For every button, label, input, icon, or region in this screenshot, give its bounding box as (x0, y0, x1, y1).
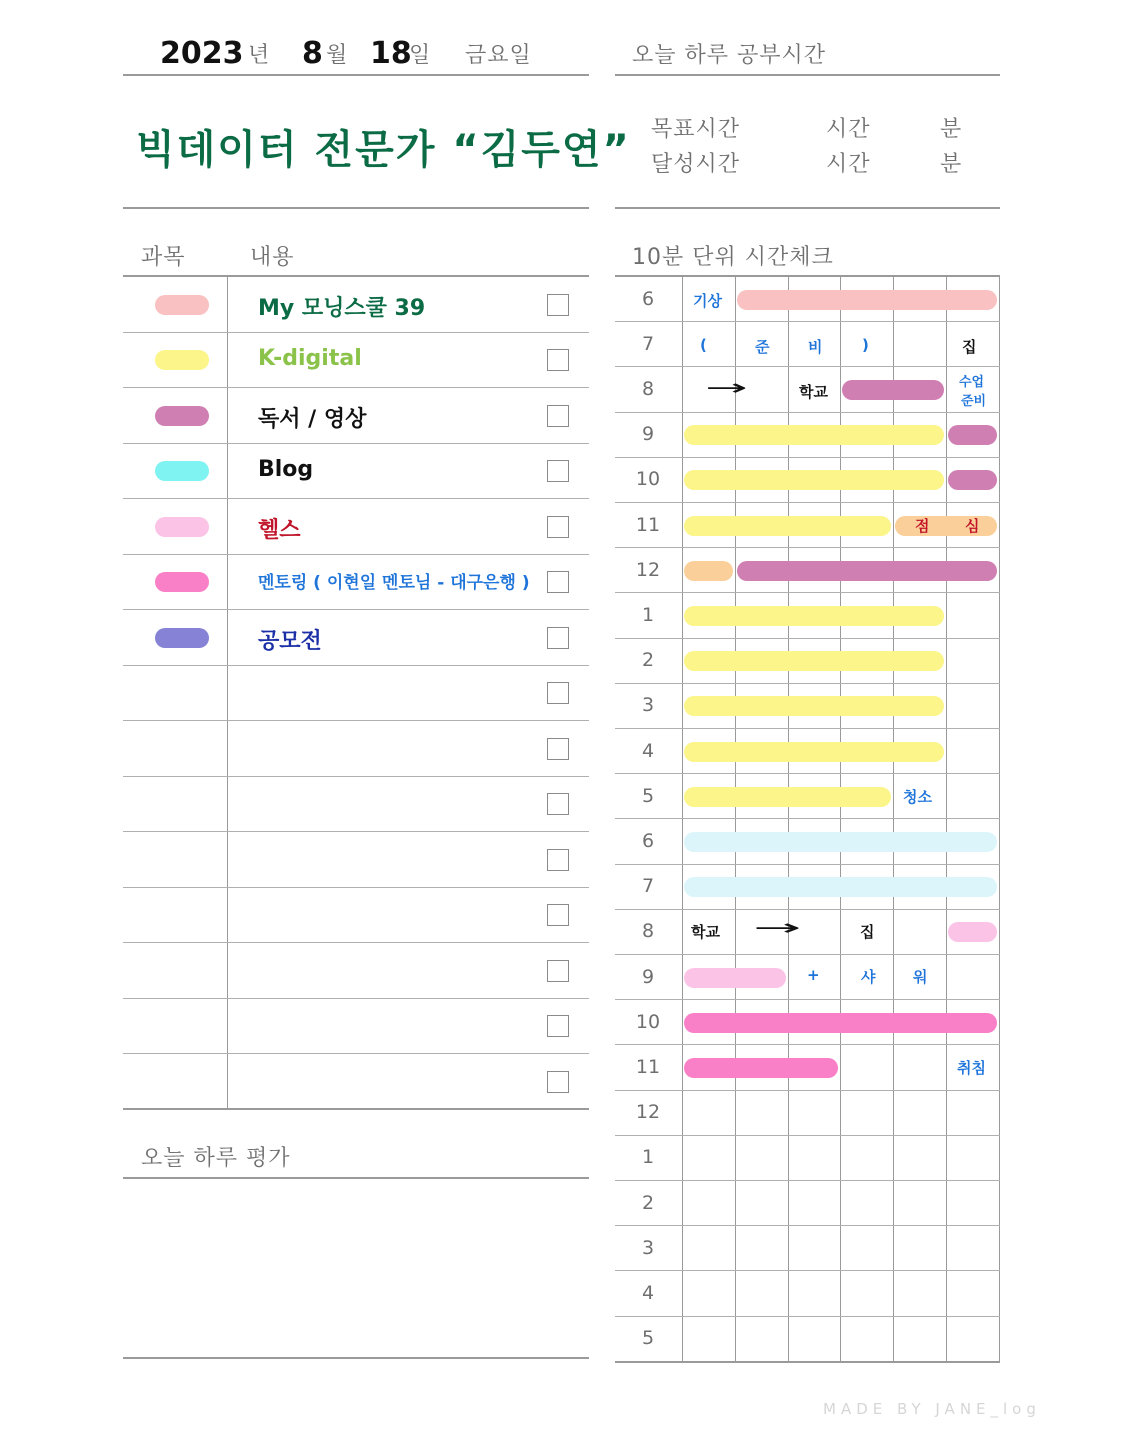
hour-label: 2 (641, 1191, 655, 1214)
divider (615, 74, 1000, 76)
time-block (684, 470, 944, 490)
note-arrow: → (705, 376, 748, 401)
done-checkbox[interactable] (547, 294, 569, 316)
note-lunch-2: 심 (965, 517, 980, 535)
time-block (737, 290, 997, 310)
subject-content-text: 헬스 (258, 517, 301, 543)
hour-label: 4 (641, 1282, 655, 1304)
date-year-unit: 년 (248, 43, 271, 68)
time-block (684, 1013, 997, 1033)
note-arrow-2: → (753, 916, 801, 941)
date-month: 8 (302, 36, 323, 71)
time-block (948, 425, 997, 445)
note-plus: + (807, 966, 820, 984)
note-wake-up: 기상 (693, 292, 722, 310)
goal-time-label: 목표시간 (651, 117, 741, 142)
table-bottom-rule (123, 1108, 589, 1110)
subject-row (123, 721, 589, 777)
time-block (842, 380, 944, 400)
done-checkbox[interactable] (547, 1071, 569, 1093)
divider (123, 207, 589, 209)
grid-top-rule (615, 275, 1000, 277)
subject-row (123, 333, 589, 389)
time-block (948, 922, 997, 942)
done-checkbox[interactable] (547, 571, 569, 593)
hour-label: 5 (641, 1327, 655, 1350)
note-shower-2: 워 (913, 968, 928, 986)
subject-row (123, 499, 589, 555)
hour-label: 4 (641, 739, 655, 762)
grid-column-line (682, 277, 683, 1362)
grid-row-line (615, 321, 1000, 322)
goal-hours-label: 시간 (826, 117, 871, 142)
subject-content-text: My 모닝스쿨 39 (258, 295, 426, 321)
time-block (737, 561, 997, 581)
content-column-header: 내용 (250, 245, 295, 270)
subject-color-swatch (155, 406, 209, 426)
subject-row (123, 555, 589, 611)
time-block (895, 516, 997, 536)
note-class: 수업 (959, 375, 985, 390)
subject-row (123, 388, 589, 444)
grid-row-line (615, 683, 1000, 684)
note-paren-close: ) (862, 336, 869, 354)
grid-row-line (615, 1090, 1000, 1091)
note-cleaning: 청소 (903, 788, 932, 806)
hour-label: 11 (635, 1056, 661, 1078)
grid-row-line (615, 638, 1000, 639)
subject-row (123, 832, 589, 888)
note-school-2: 학교 (691, 923, 720, 941)
hour-label: 8 (641, 920, 655, 943)
grid-column-line (946, 277, 947, 1362)
hour-label: 12 (635, 558, 661, 581)
hour-label: 10 (635, 1010, 661, 1033)
note-lunch-1: 점 (915, 517, 930, 535)
grid-row-line (615, 909, 1000, 910)
grid-row-line (615, 1135, 1000, 1136)
subject-color-swatch (155, 517, 209, 537)
subject-content-text: 공모전 (258, 628, 322, 654)
time-block (684, 1058, 838, 1078)
hour-label: 1 (641, 1146, 655, 1169)
done-checkbox[interactable] (547, 904, 569, 926)
grid-row-line (615, 1044, 1000, 1045)
grid-row-line (615, 1180, 1000, 1181)
note-sleep: 취침 (957, 1059, 986, 1077)
achieved-hours-label: 시간 (826, 152, 871, 177)
date-weekday: 금요일 (465, 43, 532, 68)
hour-label: 12 (635, 1101, 661, 1124)
done-checkbox[interactable] (547, 1015, 569, 1037)
time-block (684, 787, 891, 807)
done-checkbox[interactable] (547, 627, 569, 649)
hour-label: 3 (641, 694, 655, 717)
time-block (948, 470, 997, 490)
hour-label: 7 (641, 332, 655, 355)
subject-row (123, 943, 589, 999)
time-block (684, 425, 944, 445)
note-shower-1: 샤 (861, 968, 876, 986)
done-checkbox[interactable] (547, 682, 569, 704)
divider (615, 207, 1000, 209)
hour-label: 5 (641, 784, 655, 807)
note-home-2: 집 (860, 923, 875, 941)
grid-row-line (615, 1361, 1000, 1363)
done-checkbox[interactable] (547, 460, 569, 482)
divider (123, 1357, 589, 1359)
grid-row-line (615, 1270, 1000, 1271)
note-paren-open: ( (700, 336, 707, 354)
time-block (684, 606, 944, 626)
done-checkbox[interactable] (547, 738, 569, 760)
date-year: 2023 (160, 36, 244, 71)
hour-label: 10 (635, 468, 661, 491)
grid-row-line (615, 999, 1000, 1000)
hour-label: 1 (641, 604, 655, 626)
subject-row (123, 277, 589, 333)
subject-content-text: K-digital (258, 346, 362, 372)
study-time-title: 오늘 하루 공부시간 (632, 43, 827, 68)
time-block (684, 877, 997, 897)
hour-label: 11 (635, 513, 661, 536)
note-prep-2: 비 (808, 338, 823, 356)
done-checkbox[interactable] (547, 516, 569, 538)
time-block (684, 696, 944, 716)
subject-content-text: 독서 / 영상 (258, 406, 367, 432)
hour-label: 6 (641, 830, 655, 852)
subject-row (123, 666, 589, 722)
subject-row (123, 888, 589, 944)
note-prep-1: 준 (755, 338, 770, 356)
date-day: 18 (370, 36, 412, 71)
divider (123, 1177, 589, 1179)
subject-content-text: 멘토링 ( 이현일 멘토님 - 대구은행 ) (258, 573, 530, 594)
subject-row (123, 444, 589, 500)
achieved-time-label: 달성시간 (651, 152, 741, 177)
done-checkbox[interactable] (547, 793, 569, 815)
grid-row-line (615, 954, 1000, 955)
grid-row-line (615, 728, 1000, 729)
done-checkbox[interactable] (547, 405, 569, 427)
grid-row-line (615, 1225, 1000, 1226)
subject-color-swatch (155, 572, 209, 592)
grid-row-line (615, 864, 1000, 865)
subject-row (123, 610, 589, 666)
subject-row (123, 777, 589, 833)
subject-row (123, 999, 589, 1055)
hour-label: 2 (641, 649, 655, 672)
time-block (684, 742, 944, 762)
time-block (684, 651, 944, 671)
grid-row-line (615, 366, 1000, 367)
subject-color-swatch (155, 295, 209, 315)
done-checkbox[interactable] (547, 960, 569, 982)
time-block (684, 516, 891, 536)
done-checkbox[interactable] (547, 849, 569, 871)
goal-minutes-label: 분 (940, 117, 963, 142)
hour-label: 6 (641, 287, 655, 310)
grid-row-line (615, 457, 1000, 458)
subject-content-text: Blog (258, 457, 314, 483)
hour-label: 3 (641, 1236, 655, 1259)
grid-row-line (615, 818, 1000, 819)
grid-row-line (615, 773, 1000, 774)
achieved-minutes-label: 분 (940, 152, 963, 177)
grid-row-line (615, 592, 1000, 593)
grid-row-line (615, 502, 1000, 503)
hour-label: 7 (641, 875, 655, 898)
time-block (684, 968, 786, 988)
date-month-unit: 월 (326, 43, 349, 68)
subject-color-swatch (155, 461, 209, 481)
hour-label: 9 (641, 423, 655, 446)
grid-row-line (615, 412, 1000, 413)
grid-row-line (615, 547, 1000, 548)
hour-label: 8 (641, 378, 655, 400)
note-ready: 준비 (961, 394, 987, 409)
grid-row-line (615, 1316, 1000, 1317)
time-block (684, 561, 733, 581)
grid-column-line (999, 277, 1000, 1362)
note-home: 집 (962, 338, 977, 356)
subject-row (123, 1054, 589, 1110)
evaluation-title: 오늘 하루 평가 (141, 1146, 291, 1171)
subject-column-header: 과목 (141, 245, 186, 270)
note-school: 학교 (799, 383, 828, 401)
footer-credit: MADE BY JANE_log (823, 1400, 1041, 1418)
done-checkbox[interactable] (547, 349, 569, 371)
page-title: 빅데이터 전문가 “김두연” (136, 127, 631, 173)
hour-label: 9 (641, 965, 655, 988)
subject-color-swatch (155, 628, 209, 648)
time-block (684, 832, 997, 852)
timecheck-title: 10분 단위 시간체크 (632, 245, 834, 270)
divider (123, 74, 589, 76)
evaluation-area[interactable] (123, 1180, 589, 1356)
date-day-unit: 일 (409, 43, 432, 68)
subject-color-swatch (155, 350, 209, 370)
